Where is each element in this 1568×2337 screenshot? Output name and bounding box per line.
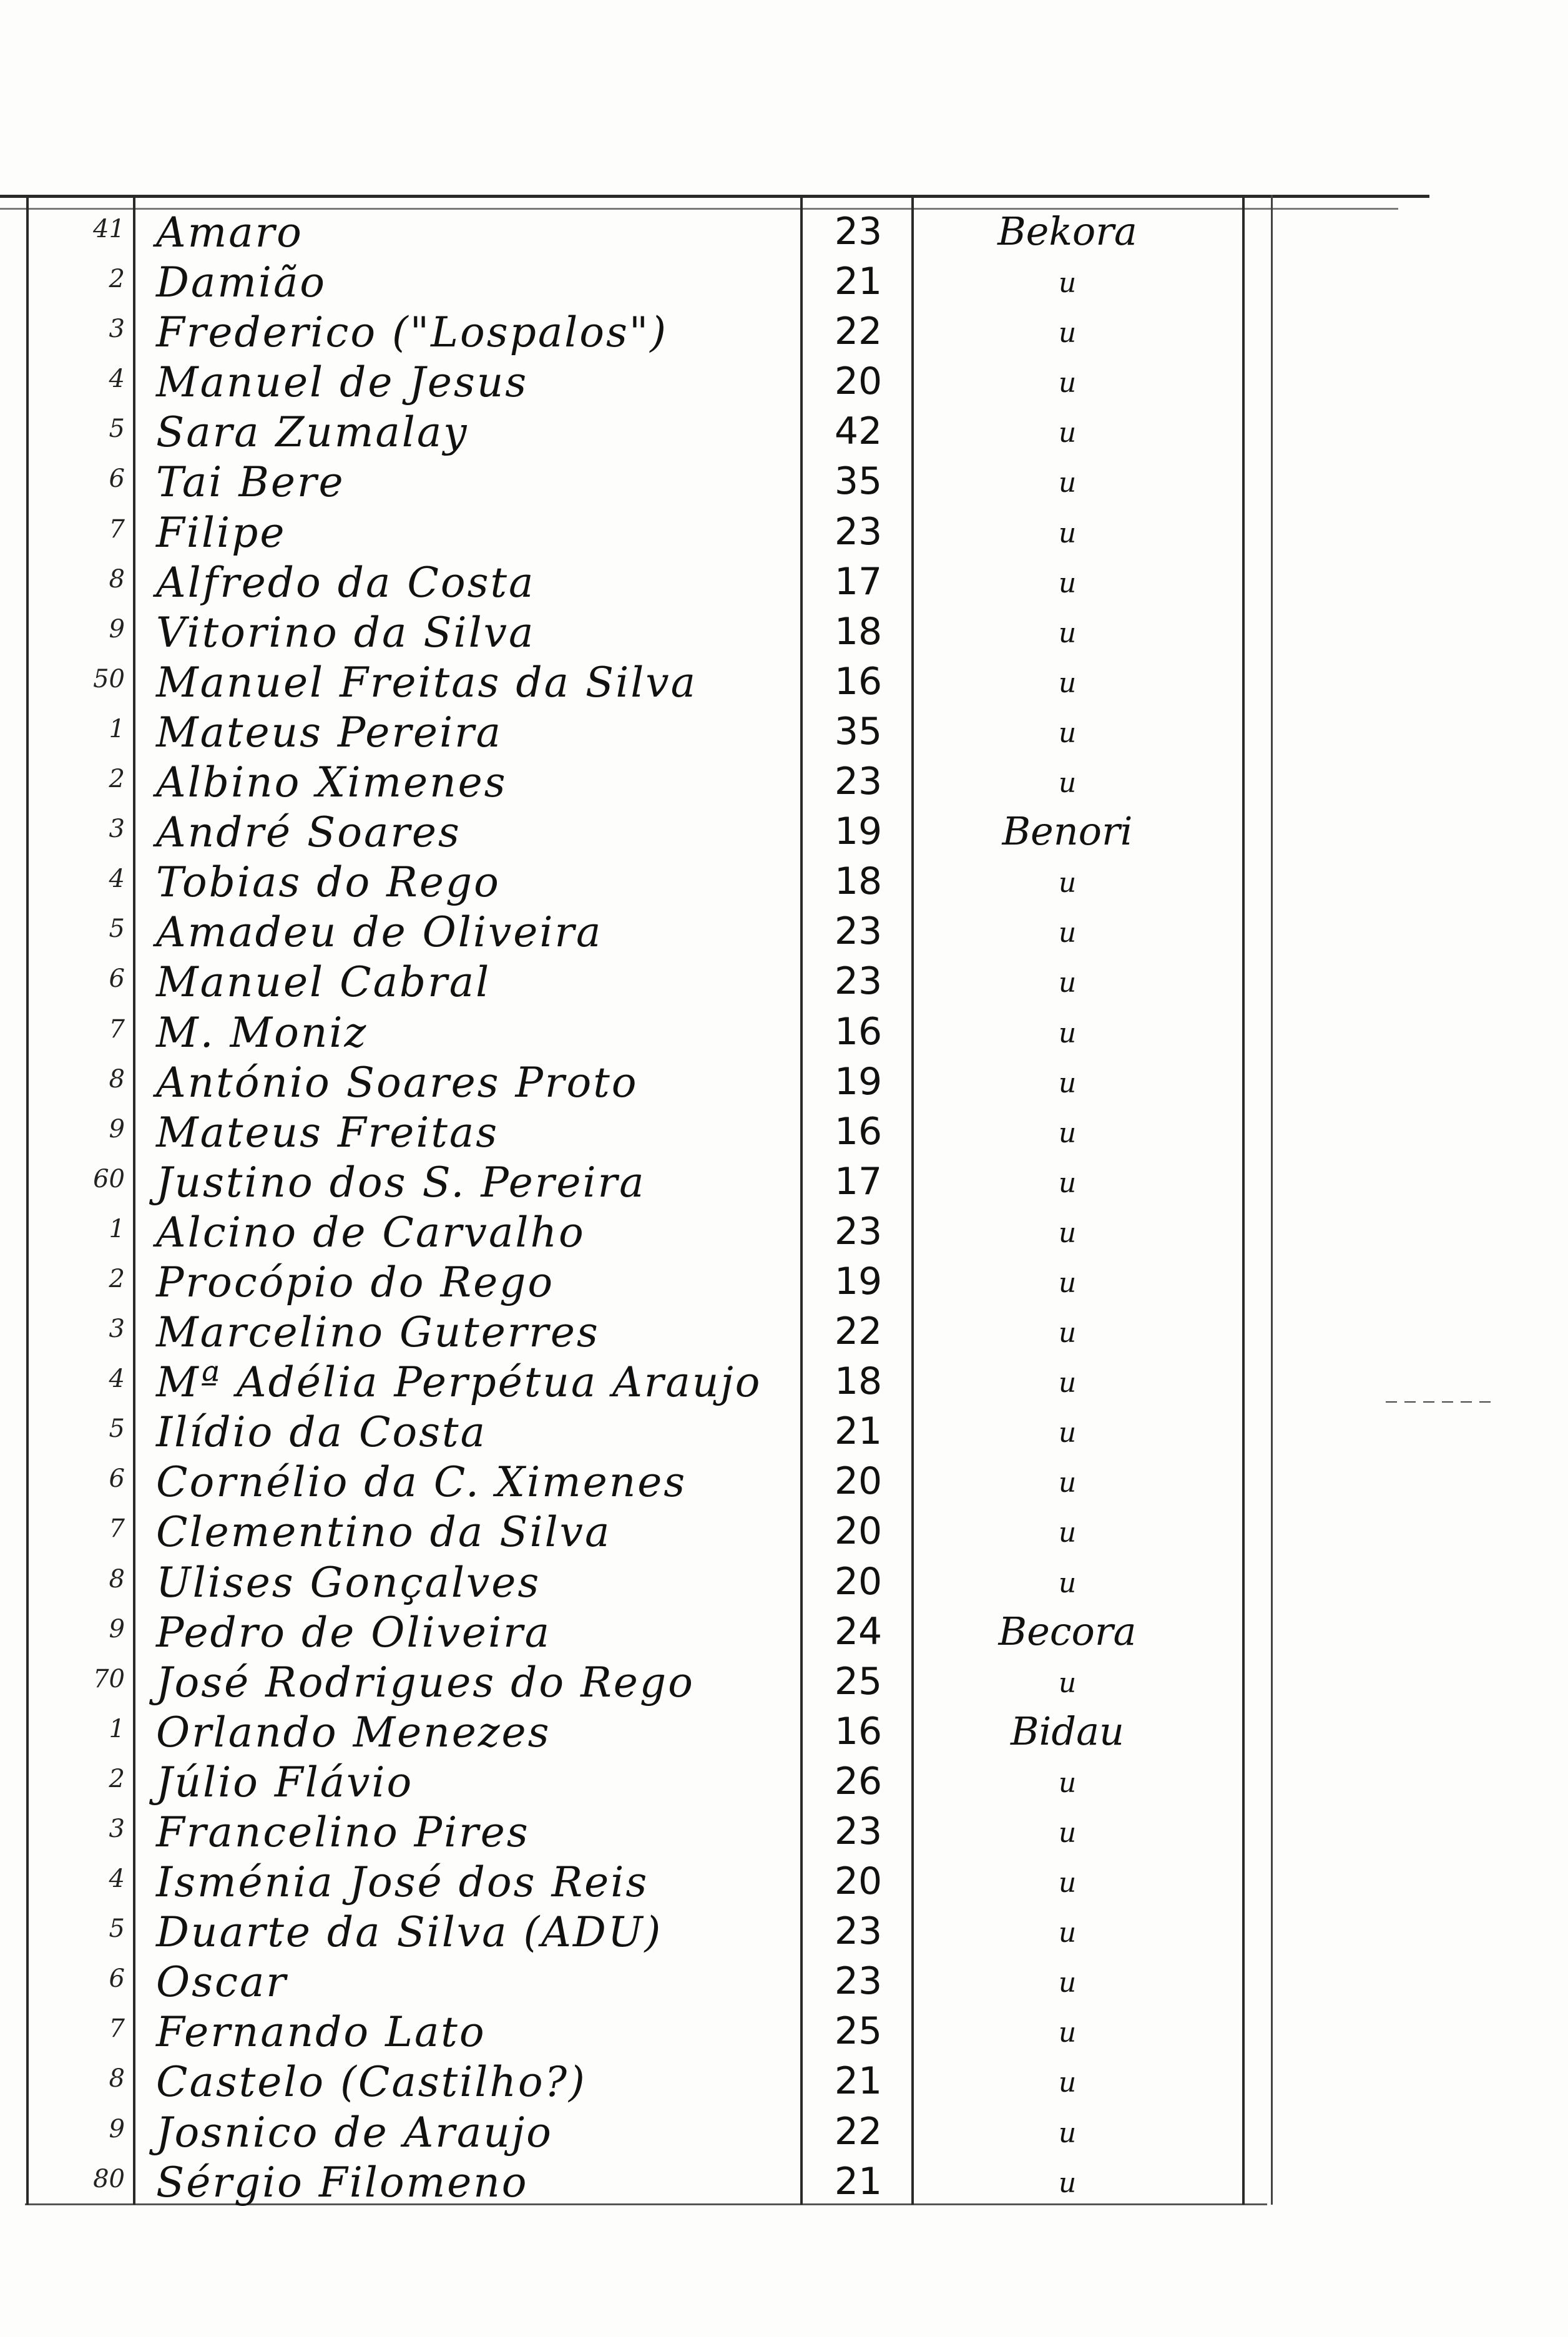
person-place: u [1058,1967,1077,1999]
register-row [0,906,1273,956]
person-place: u [1058,417,1077,449]
person-name: Marcelino Guterres [156,1308,600,1357]
register-row [0,1306,1273,1356]
person-name: Amadeu de Oliveira [156,908,603,957]
person-place: u [1058,1117,1077,1149]
person-place: u [1058,1517,1077,1549]
person-age: 21 [834,2159,883,2203]
person-age: 24 [834,1609,883,1654]
person-place: Bekora [997,208,1137,254]
person-place: u [1058,2117,1077,2149]
register-row [0,706,1273,756]
row-number: 2 [109,1764,125,1793]
row-number: 3 [109,815,125,844]
person-place: u [1058,1567,1077,1599]
row-number: 8 [109,1564,125,1594]
register-row [0,1156,1273,1206]
register-row [0,606,1273,656]
person-age: 19 [834,1059,883,1104]
register-row [0,1406,1273,1456]
register-row [0,1256,1273,1306]
register-row [0,1906,1273,1956]
person-age: 23 [834,959,883,1004]
person-name: Alcino de Carvalho [156,1208,586,1257]
person-age: 19 [834,1259,883,1303]
row-number: 9 [109,1614,125,1644]
person-place: u [1058,1317,1077,1350]
person-age: 19 [834,810,883,854]
row-number: 3 [109,1315,125,1344]
person-name: Castelo (Castilho?) [156,2058,587,2107]
row-number: 2 [109,265,125,294]
register-row [0,456,1273,506]
row-number: 9 [109,2114,125,2143]
person-name: Tobias do Rego [156,858,501,907]
person-age: 16 [834,1709,883,1753]
person-place: u [1058,1867,1077,1899]
register-row [0,306,1273,356]
person-place: u [1058,517,1077,549]
register-row [0,406,1273,456]
person-place: u [1058,867,1077,899]
person-age: 21 [834,1409,883,1454]
person-age: 20 [834,1559,883,1604]
register-row [0,2156,1273,2206]
row-number: 6 [109,1464,125,1494]
register-row [0,756,1273,806]
register-rows [0,206,1273,2206]
row-number: 80 [93,2164,125,2193]
row-number: 8 [109,564,125,594]
person-age: 22 [834,310,883,354]
row-number: 6 [109,1964,125,1994]
person-age: 22 [834,2109,883,2153]
person-name: Francelino Pires [156,1808,530,1856]
person-age: 25 [834,2009,883,2054]
row-number: 2 [109,765,125,794]
person-age: 20 [834,360,883,404]
row-number: 9 [109,1114,125,1144]
row-number: 4 [109,1864,125,1894]
person-place: u [1058,967,1077,999]
person-age: 20 [834,1509,883,1554]
person-name: Damião [156,258,327,307]
register-row [0,2106,1273,2156]
row-number: 5 [109,1914,125,1944]
person-place: u [1058,767,1077,800]
person-place: u [1058,2017,1077,2049]
person-name: António Soares Proto [156,1058,639,1107]
person-place: u [1058,2167,1077,2199]
person-age: 18 [834,860,883,904]
register-row [0,2006,1273,2055]
person-age: 42 [834,409,883,454]
person-place: u [1058,2067,1077,2099]
margin-dash-mark [1386,1401,1498,1403]
row-number: 5 [109,1414,125,1444]
person-age: 23 [834,509,883,554]
person-age: 23 [834,1959,883,2004]
person-place: u [1058,1417,1077,1449]
person-place: u [1058,917,1077,949]
row-number: 8 [109,1064,125,1094]
person-name: M. Moniz [156,1008,368,1057]
person-age: 23 [834,1909,883,1954]
register-row [0,206,1273,256]
row-number: 4 [109,865,125,894]
person-place: u [1058,367,1077,399]
person-name: Pedro de Oliveira [156,1608,551,1657]
row-number: 1 [109,1214,125,1243]
person-name: Frederico ("Lospalos") [156,308,669,357]
person-place: u [1058,617,1077,649]
row-number: 41 [93,215,125,243]
register-row [0,1506,1273,1556]
register-row [0,256,1273,306]
person-name: Isménia José dos Reis [156,1858,649,1907]
person-age: 20 [834,1859,883,1904]
person-place: u [1058,1067,1077,1099]
person-age: 23 [834,1810,883,1853]
person-place: u [1058,1017,1077,1049]
row-number: 9 [109,614,125,644]
row-number: 3 [109,1815,125,1843]
person-name: Josnico de Araujo [156,2108,553,2157]
row-number: 70 [93,1664,125,1693]
person-name: Manuel Cabral [156,958,491,1007]
person-name: Manuel Freitas da Silva [156,658,697,707]
person-age: 17 [834,1159,883,1203]
person-name: Procópio do Rego [156,1258,555,1306]
register-row [0,1956,1273,2006]
person-place: Becora [998,1608,1137,1654]
person-place: u [1058,317,1077,350]
person-place: Benori [1002,808,1133,855]
person-name: Filipe [156,508,287,557]
person-name: Sara Zumalay [156,408,469,457]
row-number: 6 [109,964,125,994]
register-row [0,1806,1273,1856]
person-name: Fernando Lato [156,2008,486,2057]
person-name: Manuel de Jesus [156,358,529,407]
row-number: 6 [109,464,125,494]
person-place: u [1058,1817,1077,1849]
person-name: André Soares [156,808,461,857]
person-place: u [1058,267,1077,300]
person-name: José Rodrigues do Rego [156,1658,695,1707]
person-age: 18 [834,609,883,654]
register-row [0,656,1273,706]
row-number: 4 [109,1364,125,1394]
person-age: 18 [834,1360,883,1404]
row-number: 7 [109,1514,125,1544]
person-age: 23 [834,210,883,253]
person-place: u [1058,567,1077,599]
row-number: 1 [109,1714,125,1743]
row-number: 3 [109,315,125,344]
person-name: Tai Bere [156,458,345,507]
register-row [0,1606,1273,1656]
person-name: Amaro [156,208,303,257]
person-place: u [1058,717,1077,749]
register-row [0,806,1273,856]
register-row [0,1706,1273,1756]
register-row [0,2055,1273,2105]
person-name: Mª Adélia Perpétua Araujo [156,1358,762,1407]
row-number: 7 [109,2014,125,2044]
person-name: Albino Ximenes [156,758,507,807]
person-age: 25 [834,1659,883,1703]
person-place: u [1058,1167,1077,1199]
person-place: u [1058,1217,1077,1249]
person-place: u [1058,1367,1077,1399]
row-number: 4 [109,365,125,394]
person-name: Vitorino da Silva [156,608,536,657]
person-age: 23 [834,909,883,954]
person-name: Cornélio da C. Ximenes [156,1458,687,1507]
register-row [0,1356,1273,1406]
person-place: u [1058,1266,1077,1299]
person-age: 23 [834,1209,883,1253]
row-number: 8 [109,2064,125,2094]
person-age: 16 [834,1009,883,1054]
person-age: 22 [834,1310,883,1354]
person-name: Mateus Pereira [156,708,502,757]
person-place: u [1058,1766,1077,1799]
person-age: 26 [834,1759,883,1803]
row-number: 5 [109,414,125,444]
person-place: u [1058,667,1077,699]
row-number: 7 [109,1014,125,1044]
row-number: 1 [109,714,125,743]
person-place: u [1058,1917,1077,1949]
person-age: 21 [834,2059,883,2104]
register-row [0,1556,1273,1606]
register-row [0,1056,1273,1106]
person-name: Ilídio da Costa [156,1408,487,1457]
register-row [0,1756,1273,1806]
row-number: 5 [109,914,125,944]
person-name: Justino dos S. Pereira [156,1158,646,1207]
person-name: Ulises Gonçalves [156,1558,541,1607]
person-age: 20 [834,1459,883,1504]
register-row [0,1106,1273,1156]
person-age: 16 [834,659,883,703]
register-row [0,1656,1273,1706]
person-name: Duarte da Silva (ADU) [156,1908,663,1957]
person-place: u [1058,1667,1077,1699]
register-row [0,856,1273,906]
register-row [0,1006,1273,1056]
person-name: Alfredo da Costa [156,558,536,607]
person-name: Mateus Freitas [156,1108,499,1157]
row-number: 2 [109,1264,125,1293]
register-row [0,956,1273,1006]
person-name: Sérgio Filomeno [156,2158,529,2207]
row-number: 7 [109,514,125,544]
person-place: u [1058,467,1077,499]
register-row [0,556,1273,606]
person-age: 16 [834,1109,883,1154]
person-age: 17 [834,559,883,604]
person-name: Clementino da Silva [156,1508,612,1557]
register-row [0,1206,1273,1256]
register-row [0,1856,1273,1906]
top-rule [0,195,1429,198]
person-name: Orlando Menezes [156,1708,551,1756]
row-number: 50 [93,664,125,693]
register-row [0,506,1273,556]
person-place: u [1058,1467,1077,1499]
register-row [0,356,1273,406]
person-age: 35 [834,709,883,753]
person-age: 35 [834,459,883,504]
person-age: 23 [834,760,883,804]
person-place: Bidau [1011,1708,1124,1754]
person-name: Júlio Flávio [156,1758,414,1806]
row-number: 60 [93,1164,125,1193]
person-name: Oscar [156,1958,288,2007]
person-age: 21 [834,260,883,304]
register-row [0,1456,1273,1506]
